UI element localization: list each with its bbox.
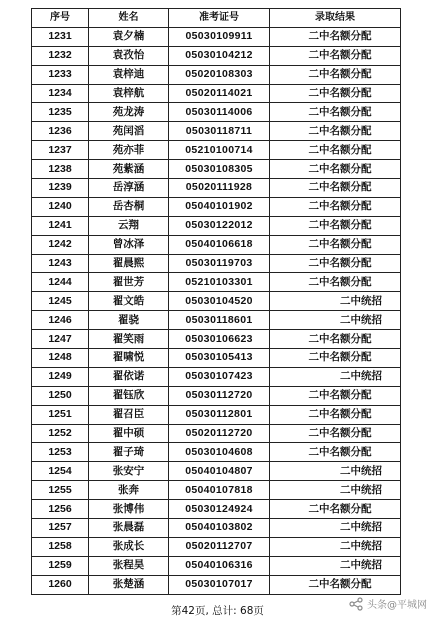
cell-result: 二中名额分配 — [270, 103, 401, 122]
cell-result: 二中统招 — [270, 556, 401, 575]
cell-ticket: 05030112801 — [169, 405, 270, 424]
cell-name: 翟钰欣 — [89, 386, 169, 405]
table-row — [32, 519, 401, 538]
cell-name: 翟依诺 — [89, 367, 169, 386]
cell-ticket: 05020112707 — [169, 537, 270, 556]
cell-ticket: 05030119703 — [169, 254, 270, 273]
cell-seq: 1260 — [32, 575, 89, 594]
cell-seq: 1248 — [32, 349, 89, 368]
cell-ticket: 05040107818 — [169, 481, 270, 500]
cell-ticket: 05040106316 — [169, 556, 270, 575]
cell-seq: 1236 — [32, 122, 89, 141]
table-row — [32, 84, 401, 103]
cell-name: 张安宁 — [89, 462, 169, 481]
cell-name: 岳淳涵 — [89, 179, 169, 198]
cell-seq: 1253 — [32, 443, 89, 462]
cell-seq: 1249 — [32, 367, 89, 386]
cell-ticket: 05030112720 — [169, 386, 270, 405]
cell-result: 二中名额分配 — [270, 27, 401, 46]
header-result: 录取结果 — [270, 9, 401, 28]
cell-name: 翟晨熙 — [89, 254, 169, 273]
table-row — [32, 575, 401, 594]
cell-result: 二中名额分配 — [270, 424, 401, 443]
cell-result: 二中名额分配 — [270, 405, 401, 424]
table-header-row — [32, 9, 401, 28]
cell-name: 袁梓航 — [89, 84, 169, 103]
cell-seq: 1237 — [32, 141, 89, 160]
cell-name: 岳杏桐 — [89, 197, 169, 216]
cell-result: 二中统招 — [270, 311, 401, 330]
cell-name: 翟文皓 — [89, 292, 169, 311]
cell-seq: 1241 — [32, 216, 89, 235]
table-row — [32, 292, 401, 311]
cell-seq: 1242 — [32, 235, 89, 254]
table-row — [32, 424, 401, 443]
cell-result: 二中名额分配 — [270, 46, 401, 65]
cell-result: 二中统招 — [270, 462, 401, 481]
cell-name: 张成长 — [89, 537, 169, 556]
cell-result: 二中名额分配 — [270, 65, 401, 84]
cell-result: 二中名额分配 — [270, 179, 401, 198]
cell-seq: 1247 — [32, 330, 89, 349]
cell-result: 二中名额分配 — [270, 160, 401, 179]
table-row — [32, 443, 401, 462]
cell-result: 二中名额分配 — [270, 575, 401, 594]
cell-seq: 1232 — [32, 46, 89, 65]
cell-result: 二中名额分配 — [270, 330, 401, 349]
cell-name: 翟子琦 — [89, 443, 169, 462]
table-row — [32, 179, 401, 198]
table-row — [32, 349, 401, 368]
cell-seq: 1246 — [32, 311, 89, 330]
cell-name: 苑闰滔 — [89, 122, 169, 141]
table-row — [32, 141, 401, 160]
cell-ticket: 05030118601 — [169, 311, 270, 330]
table-body — [32, 27, 401, 594]
cell-name: 张晨磊 — [89, 519, 169, 538]
table-row — [32, 235, 401, 254]
cell-ticket: 05020114021 — [169, 84, 270, 103]
table-row — [32, 462, 401, 481]
cell-name: 翟笑雨 — [89, 330, 169, 349]
cell-ticket: 05020111928 — [169, 179, 270, 198]
cell-name: 云翔 — [89, 216, 169, 235]
cell-name: 苑龙涛 — [89, 103, 169, 122]
watermark — [349, 596, 427, 611]
cell-ticket: 05020108303 — [169, 65, 270, 84]
cell-ticket: 05040104807 — [169, 462, 270, 481]
cell-seq: 1238 — [32, 160, 89, 179]
cell-ticket: 05030114006 — [169, 103, 270, 122]
header-name: 姓名 — [89, 9, 169, 28]
table-row — [32, 481, 401, 500]
cell-seq: 1239 — [32, 179, 89, 198]
cell-ticket: 05030108305 — [169, 160, 270, 179]
cell-seq: 1235 — [32, 103, 89, 122]
cell-name: 张楚涵 — [89, 575, 169, 594]
admissions-table — [31, 8, 401, 595]
page-footer: 第42页, 总计: 68页 — [171, 605, 264, 617]
cell-result: 二中统招 — [270, 292, 401, 311]
cell-ticket: 05030106623 — [169, 330, 270, 349]
cell-name: 翟世芳 — [89, 273, 169, 292]
cell-seq: 1251 — [32, 405, 89, 424]
cell-seq: 1255 — [32, 481, 89, 500]
cell-result: 二中名额分配 — [270, 254, 401, 273]
cell-ticket: 05030104520 — [169, 292, 270, 311]
table-row — [32, 27, 401, 46]
table-row — [32, 556, 401, 575]
cell-result: 二中统招 — [270, 481, 401, 500]
cell-name: 袁梓迪 — [89, 65, 169, 84]
cell-ticket: 05030109911 — [169, 27, 270, 46]
cell-result: 二中名额分配 — [270, 141, 401, 160]
cell-name: 曾冰泽 — [89, 235, 169, 254]
cell-seq: 1244 — [32, 273, 89, 292]
share-icon — [349, 597, 363, 611]
table-row — [32, 122, 401, 141]
table-row — [32, 46, 401, 65]
table-row — [32, 330, 401, 349]
cell-seq: 1240 — [32, 197, 89, 216]
cell-seq: 1259 — [32, 556, 89, 575]
cell-result: 二中名额分配 — [270, 122, 401, 141]
header-ticket: 准考证号 — [169, 9, 270, 28]
cell-name: 翟中硕 — [89, 424, 169, 443]
table-row — [32, 273, 401, 292]
cell-result: 二中统招 — [270, 519, 401, 538]
header-seq: 序号 — [32, 9, 89, 28]
cell-name: 张奔 — [89, 481, 169, 500]
cell-ticket: 05030124924 — [169, 500, 270, 519]
cell-seq: 1233 — [32, 65, 89, 84]
cell-seq: 1231 — [32, 27, 89, 46]
table-row — [32, 405, 401, 424]
cell-seq: 1245 — [32, 292, 89, 311]
cell-seq: 1250 — [32, 386, 89, 405]
cell-result: 二中名额分配 — [270, 216, 401, 235]
table-row — [32, 500, 401, 519]
table-row — [32, 160, 401, 179]
cell-ticket: 05210103301 — [169, 273, 270, 292]
admissions-sheet — [31, 8, 400, 595]
table-row — [32, 254, 401, 273]
cell-ticket: 05030107017 — [169, 575, 270, 594]
cell-result: 二中名额分配 — [270, 84, 401, 103]
cell-name: 苑紫涵 — [89, 160, 169, 179]
cell-name: 张程昊 — [89, 556, 169, 575]
table-row — [32, 65, 401, 84]
table-row — [32, 386, 401, 405]
cell-name: 翟骁 — [89, 311, 169, 330]
cell-ticket: 05030105413 — [169, 349, 270, 368]
cell-seq: 1256 — [32, 500, 89, 519]
cell-ticket: 05040106618 — [169, 235, 270, 254]
cell-ticket: 05030118711 — [169, 122, 270, 141]
cell-seq: 1252 — [32, 424, 89, 443]
cell-ticket: 05040103802 — [169, 519, 270, 538]
cell-ticket: 05210100714 — [169, 141, 270, 160]
cell-name: 袁孜怡 — [89, 46, 169, 65]
cell-seq: 1257 — [32, 519, 89, 538]
watermark-text: 头条@平城网 — [367, 600, 427, 611]
cell-name: 苑亦菲 — [89, 141, 169, 160]
cell-result: 二中名额分配 — [270, 349, 401, 368]
cell-result: 二中统招 — [270, 367, 401, 386]
cell-ticket: 05030107423 — [169, 367, 270, 386]
table-row — [32, 367, 401, 386]
cell-result: 二中名额分配 — [270, 500, 401, 519]
cell-ticket: 05040101902 — [169, 197, 270, 216]
cell-result: 二中名额分配 — [270, 386, 401, 405]
cell-ticket: 05030122012 — [169, 216, 270, 235]
cell-ticket: 05020112720 — [169, 424, 270, 443]
cell-seq: 1258 — [32, 537, 89, 556]
table-row — [32, 311, 401, 330]
cell-name: 袁夕楠 — [89, 27, 169, 46]
table-row — [32, 103, 401, 122]
cell-name: 翟啸悦 — [89, 349, 169, 368]
cell-name: 翟召臣 — [89, 405, 169, 424]
cell-seq: 1234 — [32, 84, 89, 103]
cell-result: 二中名额分配 — [270, 235, 401, 254]
cell-result: 二中名额分配 — [270, 443, 401, 462]
cell-seq: 1243 — [32, 254, 89, 273]
cell-seq: 1254 — [32, 462, 89, 481]
table-row — [32, 537, 401, 556]
cell-name: 张博伟 — [89, 500, 169, 519]
cell-ticket: 05030104608 — [169, 443, 270, 462]
cell-result: 二中名额分配 — [270, 273, 401, 292]
cell-result: 二中统招 — [270, 537, 401, 556]
table-row — [32, 216, 401, 235]
cell-ticket: 05030104212 — [169, 46, 270, 65]
cell-result: 二中名额分配 — [270, 197, 401, 216]
table-row — [32, 197, 401, 216]
